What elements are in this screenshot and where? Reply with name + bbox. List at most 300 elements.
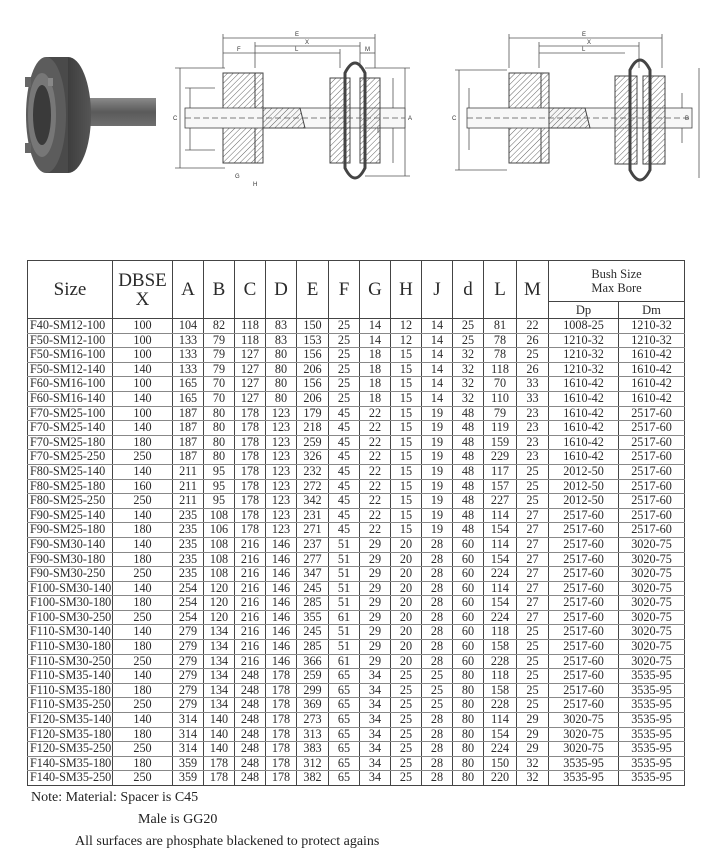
- table-cell: 224: [484, 742, 517, 757]
- table-cell: 25: [391, 727, 422, 742]
- table-cell: 178: [235, 464, 266, 479]
- table-cell: 80: [204, 435, 235, 450]
- table-row: [28, 669, 685, 684]
- table-row: [28, 391, 685, 406]
- table-cell: 80: [453, 713, 484, 728]
- table-cell: 232: [297, 464, 329, 479]
- table-cell: 25: [329, 391, 360, 406]
- table-cell: 140: [113, 537, 173, 552]
- table-cell: 60: [453, 596, 484, 611]
- table-cell: 118: [235, 333, 266, 348]
- header-d: D: [266, 261, 297, 319]
- table-row: [28, 348, 685, 363]
- table-cell: 60: [453, 537, 484, 552]
- table-row: [28, 567, 685, 582]
- table-cell: 70: [204, 391, 235, 406]
- table-cell: 48: [453, 450, 484, 465]
- cell-size: F80-SM25-250: [28, 494, 113, 509]
- cell-size: F110-SM30-180: [28, 640, 113, 655]
- table-cell: 29: [360, 581, 391, 596]
- table-cell: 25: [329, 362, 360, 377]
- cell-size: F60-SM16-100: [28, 377, 113, 392]
- table-cell: 228: [484, 698, 517, 713]
- table-cell: 29: [360, 537, 391, 552]
- bush-size-text: Bush Size: [591, 267, 642, 281]
- table-cell: 18: [360, 391, 391, 406]
- table-cell: 65: [329, 727, 360, 742]
- table-cell: 18: [360, 377, 391, 392]
- table-cell: 22: [360, 421, 391, 436]
- table-cell: 34: [360, 756, 391, 771]
- table-row: [28, 713, 685, 728]
- table-cell: 180: [113, 727, 173, 742]
- table-cell: 165: [173, 391, 204, 406]
- table-cell: 25: [329, 319, 360, 334]
- table-cell: 33: [517, 391, 549, 406]
- table-cell: 3535-95: [619, 727, 685, 742]
- table-cell: 19: [422, 435, 453, 450]
- table-cell: 140: [113, 464, 173, 479]
- table-cell: 48: [453, 508, 484, 523]
- table-cell: 254: [173, 610, 204, 625]
- table-cell: 29: [360, 552, 391, 567]
- table-cell: 2517-60: [549, 654, 619, 669]
- table-cell: 25: [517, 479, 549, 494]
- table-cell: 20: [391, 581, 422, 596]
- table-cell: 51: [329, 567, 360, 582]
- cell-size: F70-SM25-250: [28, 450, 113, 465]
- table-cell: 178: [235, 435, 266, 450]
- table-cell: 216: [235, 567, 266, 582]
- table-cell: 65: [329, 669, 360, 684]
- table-cell: 15: [391, 479, 422, 494]
- table-cell: 25: [391, 742, 422, 757]
- table-cell: 28: [422, 625, 453, 640]
- table-cell: 23: [517, 406, 549, 421]
- table-cell: 369: [297, 698, 329, 713]
- table-cell: 2517-60: [619, 494, 685, 509]
- table-cell: 279: [173, 625, 204, 640]
- table-cell: 28: [422, 552, 453, 567]
- table-row: [28, 406, 685, 421]
- table-cell: 29: [517, 742, 549, 757]
- table-cell: 25: [453, 319, 484, 334]
- table-cell: 19: [422, 479, 453, 494]
- table-cell: 146: [266, 567, 297, 582]
- table-cell: 154: [484, 552, 517, 567]
- table-cell: 140: [113, 669, 173, 684]
- table-cell: 347: [297, 567, 329, 582]
- table-cell: 248: [235, 727, 266, 742]
- table-cell: 45: [329, 494, 360, 509]
- table-cell: 134: [204, 625, 235, 640]
- table-cell: 2517-60: [549, 698, 619, 713]
- table-cell: 51: [329, 581, 360, 596]
- table-cell: 216: [235, 581, 266, 596]
- table-cell: 134: [204, 683, 235, 698]
- table-cell: 27: [517, 552, 549, 567]
- table-cell: 2517-60: [549, 523, 619, 538]
- table-cell: 15: [391, 508, 422, 523]
- cell-size: F120-SM35-180: [28, 727, 113, 742]
- table-cell: 1610-42: [619, 362, 685, 377]
- table-cell: 227: [484, 494, 517, 509]
- table-cell: 100: [113, 406, 173, 421]
- table-cell: 118: [235, 319, 266, 334]
- table-cell: 326: [297, 450, 329, 465]
- header-dp: Dp: [549, 302, 619, 319]
- table-cell: 245: [297, 625, 329, 640]
- table-cell: 3535-95: [549, 771, 619, 786]
- table-cell: 80: [266, 362, 297, 377]
- table-cell: 1210-32: [619, 319, 685, 334]
- table-cell: 157: [484, 479, 517, 494]
- table-cell: 159: [484, 435, 517, 450]
- table-cell: 178: [235, 406, 266, 421]
- table-cell: 114: [484, 508, 517, 523]
- header-x-text: X: [135, 288, 150, 310]
- table-cell: 19: [422, 494, 453, 509]
- table-cell: 178: [235, 450, 266, 465]
- table-cell: 51: [329, 537, 360, 552]
- table-cell: 3020-75: [619, 537, 685, 552]
- table-cell: 51: [329, 640, 360, 655]
- table-cell: 108: [204, 537, 235, 552]
- table-cell: 78: [484, 348, 517, 363]
- header-g: G: [360, 261, 391, 319]
- table-cell: 178: [266, 727, 297, 742]
- table-body: [28, 319, 685, 786]
- table-cell: 27: [517, 537, 549, 552]
- cell-size: F140-SM35-250: [28, 771, 113, 786]
- table-cell: 146: [266, 625, 297, 640]
- table-cell: 235: [173, 537, 204, 552]
- table-cell: 3020-75: [619, 610, 685, 625]
- table-cell: 3535-95: [619, 698, 685, 713]
- table-cell: 187: [173, 435, 204, 450]
- table-cell: 250: [113, 610, 173, 625]
- table-cell: 2517-60: [619, 435, 685, 450]
- cell-size: F80-SM25-180: [28, 479, 113, 494]
- table-cell: 3535-95: [619, 756, 685, 771]
- table-cell: 51: [329, 625, 360, 640]
- cell-size: F50-SM12-140: [28, 362, 113, 377]
- table-row: [28, 494, 685, 509]
- table-cell: 156: [297, 377, 329, 392]
- coupling-drawing-left: [165, 28, 430, 203]
- header-bush-size: [549, 261, 685, 302]
- cell-size: F90-SM30-140: [28, 537, 113, 552]
- table-cell: 1610-42: [549, 435, 619, 450]
- cell-size: F100-SM30-180: [28, 596, 113, 611]
- table-cell: 28: [422, 596, 453, 611]
- table-cell: 60: [453, 581, 484, 596]
- table-cell: 366: [297, 654, 329, 669]
- table-row: [28, 610, 685, 625]
- table-cell: 15: [391, 421, 422, 436]
- table-cell: 277: [297, 552, 329, 567]
- table-cell: 123: [266, 523, 297, 538]
- label-c: C: [173, 116, 178, 122]
- table-cell: 117: [484, 464, 517, 479]
- max-bore-text: Max Bore: [591, 281, 642, 295]
- table-cell: 187: [173, 450, 204, 465]
- table-cell: 355: [297, 610, 329, 625]
- table-cell: 140: [113, 508, 173, 523]
- table-cell: 216: [235, 596, 266, 611]
- table-cell: 216: [235, 537, 266, 552]
- table-cell: 60: [453, 552, 484, 567]
- table-cell: 25: [517, 348, 549, 363]
- table-row: [28, 596, 685, 611]
- table-cell: 272: [297, 479, 329, 494]
- table-cell: 299: [297, 683, 329, 698]
- table-cell: 83: [266, 319, 297, 334]
- table-cell: 80: [204, 450, 235, 465]
- table-cell: 312: [297, 756, 329, 771]
- table-cell: 22: [360, 464, 391, 479]
- table-cell: 178: [235, 508, 266, 523]
- table-cell: 2517-60: [549, 552, 619, 567]
- table-row: [28, 771, 685, 786]
- table-cell: 65: [329, 713, 360, 728]
- table-cell: 3535-95: [549, 756, 619, 771]
- table-cell: 146: [266, 537, 297, 552]
- table-cell: 2517-60: [549, 683, 619, 698]
- table-cell: 313: [297, 727, 329, 742]
- cell-size: F70-SM25-140: [28, 421, 113, 436]
- table-cell: 48: [453, 464, 484, 479]
- table-cell: 25: [517, 464, 549, 479]
- table-cell: 178: [204, 756, 235, 771]
- table-cell: 248: [235, 742, 266, 757]
- table-cell: 359: [173, 771, 204, 786]
- cell-size: F80-SM25-140: [28, 464, 113, 479]
- table-cell: 28: [422, 581, 453, 596]
- table-cell: 19: [422, 406, 453, 421]
- table-cell: 248: [235, 756, 266, 771]
- table-cell: 118: [484, 669, 517, 684]
- table-cell: 3020-75: [619, 581, 685, 596]
- table-cell: 80: [266, 348, 297, 363]
- table-cell: 180: [113, 552, 173, 567]
- header-dbsex: [113, 261, 173, 319]
- table-cell: 114: [484, 713, 517, 728]
- table-cell: 20: [391, 610, 422, 625]
- table-cell: 25: [517, 625, 549, 640]
- table-cell: 154: [484, 523, 517, 538]
- table-cell: 134: [204, 698, 235, 713]
- table-cell: 114: [484, 537, 517, 552]
- table-cell: 22: [360, 523, 391, 538]
- table-cell: 12: [391, 319, 422, 334]
- cell-size: F70-SM25-100: [28, 406, 113, 421]
- table-cell: 279: [173, 654, 204, 669]
- table-cell: 123: [266, 450, 297, 465]
- label-l-2: L: [582, 47, 586, 53]
- table-cell: 79: [204, 362, 235, 377]
- table-cell: 279: [173, 640, 204, 655]
- table-cell: 114: [484, 581, 517, 596]
- table-cell: 2517-60: [549, 669, 619, 684]
- table-cell: 3020-75: [619, 552, 685, 567]
- table-cell: 61: [329, 654, 360, 669]
- table-cell: 28: [422, 756, 453, 771]
- table-cell: 254: [173, 581, 204, 596]
- label-e-2: E: [582, 32, 587, 38]
- table-cell: 2517-60: [549, 581, 619, 596]
- table-cell: 2517-60: [619, 406, 685, 421]
- header-c: C: [235, 261, 266, 319]
- table-row: [28, 640, 685, 655]
- table-cell: 178: [266, 669, 297, 684]
- table-cell: 3020-75: [549, 727, 619, 742]
- table-cell: 359: [173, 756, 204, 771]
- table-cell: 25: [517, 640, 549, 655]
- table-cell: 25: [422, 698, 453, 713]
- table-cell: 83: [266, 333, 297, 348]
- table-cell: 248: [235, 713, 266, 728]
- table-cell: 95: [204, 464, 235, 479]
- table-cell: 127: [235, 362, 266, 377]
- table-cell: 29: [517, 713, 549, 728]
- table-cell: 2517-60: [549, 610, 619, 625]
- table-cell: 26: [517, 333, 549, 348]
- table-cell: 180: [113, 523, 173, 538]
- table-cell: 48: [453, 406, 484, 421]
- table-cell: 15: [391, 494, 422, 509]
- cell-size: F110-SM35-180: [28, 683, 113, 698]
- table-cell: 14: [422, 348, 453, 363]
- table-cell: 51: [329, 596, 360, 611]
- table-cell: 285: [297, 596, 329, 611]
- table-cell: 259: [297, 435, 329, 450]
- table-cell: 2517-60: [619, 450, 685, 465]
- table-cell: 28: [422, 610, 453, 625]
- table-cell: 271: [297, 523, 329, 538]
- table-row: [28, 319, 685, 334]
- table-cell: 23: [517, 435, 549, 450]
- table-cell: 140: [204, 742, 235, 757]
- table-cell: 15: [391, 377, 422, 392]
- table-cell: 34: [360, 771, 391, 786]
- table-cell: 254: [173, 596, 204, 611]
- table-cell: 80: [453, 742, 484, 757]
- cell-size: F110-SM30-140: [28, 625, 113, 640]
- table-cell: 25: [329, 333, 360, 348]
- table-cell: 140: [113, 581, 173, 596]
- table-cell: 127: [235, 391, 266, 406]
- table-cell: 20: [391, 567, 422, 582]
- table-cell: 248: [235, 771, 266, 786]
- table-cell: 20: [391, 552, 422, 567]
- table-cell: 20: [391, 654, 422, 669]
- cell-size: F110-SM35-140: [28, 669, 113, 684]
- table-cell: 187: [173, 421, 204, 436]
- table-row: [28, 537, 685, 552]
- table-cell: 65: [329, 698, 360, 713]
- table-cell: 20: [391, 537, 422, 552]
- table-cell: 79: [204, 333, 235, 348]
- table-cell: 48: [453, 523, 484, 538]
- cell-size: F90-SM30-180: [28, 552, 113, 567]
- table-cell: 216: [235, 640, 266, 655]
- table-cell: 27: [517, 523, 549, 538]
- table-cell: 180: [113, 756, 173, 771]
- table-cell: 32: [453, 348, 484, 363]
- table-cell: 80: [453, 698, 484, 713]
- table-cell: 80: [453, 756, 484, 771]
- table-cell: 28: [422, 742, 453, 757]
- table-cell: 20: [391, 596, 422, 611]
- table-cell: 19: [422, 508, 453, 523]
- table-cell: 80: [266, 391, 297, 406]
- table-cell: 211: [173, 464, 204, 479]
- table-cell: 3020-75: [549, 742, 619, 757]
- table-cell: 140: [113, 362, 173, 377]
- table-cell: 120: [204, 581, 235, 596]
- table-cell: 3020-75: [549, 713, 619, 728]
- table-row: [28, 742, 685, 757]
- table-cell: 100: [113, 333, 173, 348]
- label-h: H: [253, 182, 258, 188]
- table-cell: 178: [266, 713, 297, 728]
- table-cell: 123: [266, 494, 297, 509]
- table-cell: 28: [422, 537, 453, 552]
- table-cell: 25: [517, 494, 549, 509]
- table-cell: 45: [329, 421, 360, 436]
- table-cell: 146: [266, 610, 297, 625]
- table-cell: 178: [266, 756, 297, 771]
- table-cell: 3535-95: [619, 713, 685, 728]
- table-cell: 178: [266, 683, 297, 698]
- coupling-spec-table: [27, 260, 685, 786]
- table-cell: 279: [173, 698, 204, 713]
- table-cell: 60: [453, 610, 484, 625]
- table-cell: 119: [484, 421, 517, 436]
- table-row: [28, 625, 685, 640]
- table-cell: 285: [297, 640, 329, 655]
- table-row: [28, 464, 685, 479]
- table-row: [28, 552, 685, 567]
- table-cell: 22: [517, 319, 549, 334]
- table-cell: 165: [173, 377, 204, 392]
- table-cell: 123: [266, 406, 297, 421]
- table-row: [28, 523, 685, 538]
- table-cell: 2517-60: [619, 464, 685, 479]
- table-cell: 178: [235, 494, 266, 509]
- table-cell: 48: [453, 421, 484, 436]
- table-cell: 25: [391, 683, 422, 698]
- table-cell: 95: [204, 479, 235, 494]
- cell-size: F90-SM25-180: [28, 523, 113, 538]
- table-cell: 382: [297, 771, 329, 786]
- table-cell: 140: [113, 421, 173, 436]
- table-cell: 28: [422, 654, 453, 669]
- table-cell: 15: [391, 362, 422, 377]
- table-row: [28, 698, 685, 713]
- table-cell: 314: [173, 742, 204, 757]
- table-cell: 1610-42: [549, 450, 619, 465]
- table-cell: 48: [453, 494, 484, 509]
- table-cell: 1610-42: [549, 406, 619, 421]
- table-cell: 45: [329, 523, 360, 538]
- table-cell: 25: [329, 348, 360, 363]
- cell-size: F70-SM25-180: [28, 435, 113, 450]
- table-cell: 248: [235, 669, 266, 684]
- table-cell: 22: [360, 406, 391, 421]
- cell-size: F120-SM35-250: [28, 742, 113, 757]
